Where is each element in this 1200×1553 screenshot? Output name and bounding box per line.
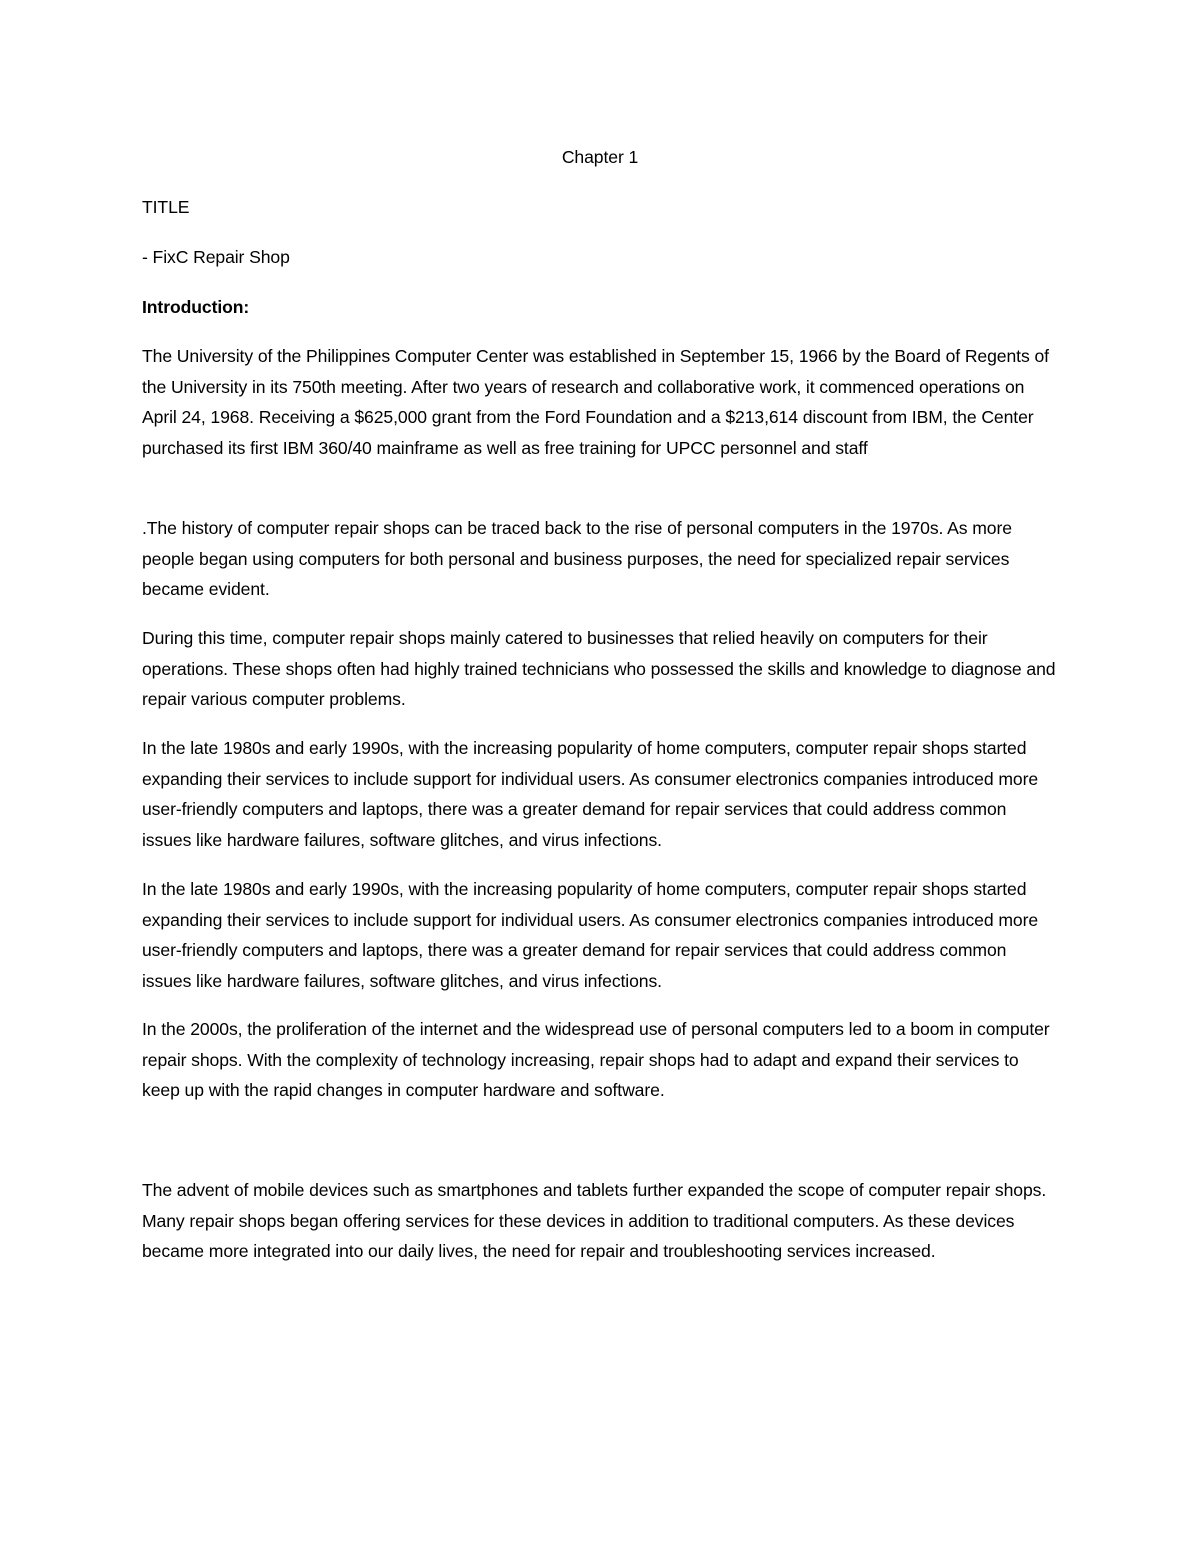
paragraph-5: In the late 1980s and early 1990s, with the increasing popularity of home computers, computer repair shops started expanding their services to include support for individual users. As consumer electronics companies introduced more user-friendly computers and laptops, there was a greater demand for repair services that could address common issues like hardware failures, software glitches, and virus infections. (142, 879, 1039, 991)
chapter-heading: Chapter 1 (561, 147, 639, 167)
paragraph-3: During this time, computer repair shops mainly catered to businesses that relied heavily on computers for their operations. These shops often had highly trained technicians who possessed the skills and knowledge to diagnose and repair various computer problems. (142, 628, 1056, 709)
paragraph-6: In the 2000s, the proliferation of the internet and the widespread use of personal computers led to a boom in computer repair shops. With the complexity of technology increasing, repair shops had to adapt and expand their services to keep up with the rapid changes in computer hardware and software. (142, 1019, 1050, 1100)
paragraph-2: .The history of computer repair shops can be traced back to the rise of personal computers in the 1970s. As more people began using computers for both personal and business purposes, the need for specialized repair services became evident. (142, 518, 1012, 599)
paragraph-7: The advent of mobile devices such as smartphones and tablets further expanded the scope of computer repair shops. Many repair shops began offering services for these devices in addition to traditional computers. As these devices became more integrated into our daily lives, the need for repair and troubleshooting services increased. (142, 1180, 1047, 1261)
paragraph-1: The University of the Philippines Computer Center was established in September 15, 1966 by the Board of Regents of the University in its 750th meeting. After two years of research and collaborative work, it commenced operations on April 24, 1968. Receiving a $625,000 grant from the Ford Foundation and a $213,614 discount from IBM, the Center purchased its first IBM 360/40 mainframe as well as free training for UPCC personnel and staff (142, 346, 1049, 458)
project-name: - FixC Repair Shop (142, 247, 290, 267)
title-label: TITLE (142, 197, 190, 217)
intro-heading: Introduction: (142, 297, 250, 317)
paragraph-4: In the late 1980s and early 1990s, with the increasing popularity of home computers, computer repair shops started expanding their services to include support for individual users. As consumer electronics companies introduced more user-friendly computers and laptops, there was a greater demand for repair services that could address common issues like hardware failures, software glitches, and virus infections. (142, 738, 1039, 850)
